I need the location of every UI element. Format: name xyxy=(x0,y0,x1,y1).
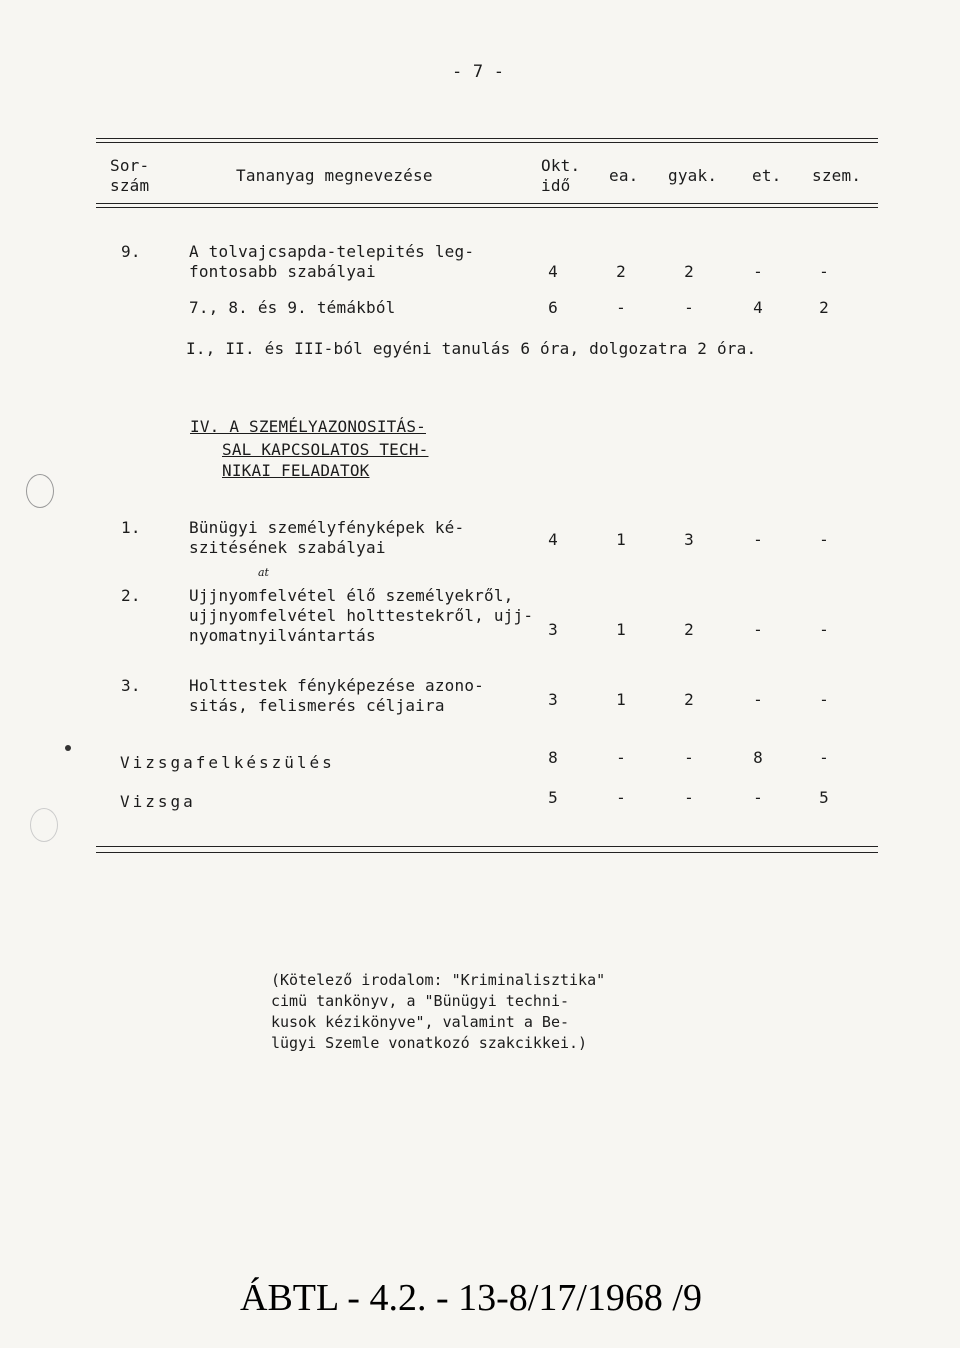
row-number: 2. xyxy=(121,586,141,605)
study-note: I., II. és III-ból egyéni tanulás 6 óra, dolgozatra 2 óra. xyxy=(186,339,757,358)
table-bottom-rule-2 xyxy=(96,852,878,853)
cell-et: 4 xyxy=(753,298,763,317)
literature-line-1: (Kötelező irodalom: "Kriminalisztika" xyxy=(271,971,606,989)
page-number: - 7 - xyxy=(452,62,505,82)
cell-szem: - xyxy=(819,620,829,639)
row-text-line: Holttestek fényképezése azono- xyxy=(189,676,484,695)
header-top-rule-1 xyxy=(96,138,878,139)
cell-ea: - xyxy=(616,298,626,317)
row-text-line: Ujjnyomfelvétel élő személyekről, xyxy=(189,586,514,605)
row-number: 1. xyxy=(121,518,141,537)
cell-et: - xyxy=(753,788,763,807)
punch-hole-mark xyxy=(26,474,54,508)
exam-label: Vizsga xyxy=(120,792,196,811)
col-ea-header: ea. xyxy=(609,166,639,185)
archive-reference: ÁBTL - 4.2. - 13-8/17/1968 /9 xyxy=(240,1277,702,1319)
row-text-line: A tolvajcsapda-telepités leg- xyxy=(189,242,475,261)
cell-ea: - xyxy=(616,788,626,807)
cell-szem: - xyxy=(819,530,829,549)
handwritten-insertion: at xyxy=(258,566,269,579)
cell-gyak: 2 xyxy=(684,262,694,281)
punch-hole-mark xyxy=(30,808,58,842)
cell-et: - xyxy=(753,530,763,549)
cell-et: 8 xyxy=(753,748,763,767)
row-text-line: sitás, felismerés céljaira xyxy=(189,696,445,715)
cell-et: - xyxy=(753,690,763,709)
row-number: 9. xyxy=(121,242,141,261)
cell-gyak: - xyxy=(684,788,694,807)
row-text-line: fontosabb szabályai xyxy=(189,262,376,281)
col-gyak-header: gyak. xyxy=(668,166,718,185)
cell-okt: 3 xyxy=(548,690,558,709)
row-number: 3. xyxy=(121,676,141,695)
cell-gyak: 2 xyxy=(684,620,694,639)
col-tananyag-header: Tananyag megnevezése xyxy=(236,166,433,185)
exam-preparation-label: Vizsgafelkészülés xyxy=(120,753,335,772)
cell-szem: 5 xyxy=(819,788,829,807)
cell-ea: - xyxy=(616,748,626,767)
cell-gyak: - xyxy=(684,298,694,317)
col-sorszam-header-2: szám xyxy=(110,176,150,195)
header-bottom-rule-2 xyxy=(96,207,878,208)
col-szem-header: szem. xyxy=(812,166,862,185)
cell-gyak: 2 xyxy=(684,690,694,709)
section-title-line-1: IV. A SZEMÉLYAZONOSITÁS- xyxy=(190,417,426,436)
cell-ea: 1 xyxy=(616,620,626,639)
cell-szem: - xyxy=(819,262,829,281)
literature-line-4: lügyi Szemle vonatkozó szakcikkei.) xyxy=(271,1034,588,1052)
cell-okt: 6 xyxy=(548,298,558,317)
cell-et: - xyxy=(753,620,763,639)
cell-ea: 1 xyxy=(616,690,626,709)
cell-et: - xyxy=(753,262,763,281)
literature-line-3: kusok kézikönyve", valamint a Be- xyxy=(271,1013,570,1031)
cell-okt: 4 xyxy=(548,262,558,281)
col-okt-header-1: Okt. xyxy=(541,156,581,175)
cell-ea: 2 xyxy=(616,262,626,281)
cell-ea: 1 xyxy=(616,530,626,549)
col-sorszam-header-1: Sor- xyxy=(110,156,150,175)
row-text-line: Bünügyi személyfényképek ké- xyxy=(189,518,465,537)
row-text-line: ujjnyomfelvétel holttestekről, ujj- xyxy=(189,606,534,625)
literature-line-2: cimü tankönyv, a "Bünügyi techni- xyxy=(271,992,570,1010)
cell-okt: 3 xyxy=(548,620,558,639)
header-bottom-rule-1 xyxy=(96,203,878,204)
row-text-line: szitésének szabályai xyxy=(189,538,386,557)
cell-gyak: - xyxy=(684,748,694,767)
col-okt-header-2: idő xyxy=(541,176,571,195)
section-title-line-2: SAL KAPCSOLATOS TECH- xyxy=(222,440,429,459)
header-top-rule-2 xyxy=(96,142,878,143)
cell-okt: 8 xyxy=(548,748,558,767)
cell-gyak: 3 xyxy=(684,530,694,549)
cell-szem: - xyxy=(819,748,829,767)
col-et-header: et. xyxy=(752,166,782,185)
cell-szem: - xyxy=(819,690,829,709)
cell-okt: 4 xyxy=(548,530,558,549)
row-text-line: 7., 8. és 9. témákból xyxy=(189,298,396,317)
scan-speck xyxy=(65,745,71,751)
cell-okt: 5 xyxy=(548,788,558,807)
row-text-line: nyomatnyilvántartás xyxy=(189,626,376,645)
cell-szem: 2 xyxy=(819,298,829,317)
section-title-line-3: NIKAI FELADATOK xyxy=(222,461,370,480)
table-bottom-rule-1 xyxy=(96,846,878,847)
